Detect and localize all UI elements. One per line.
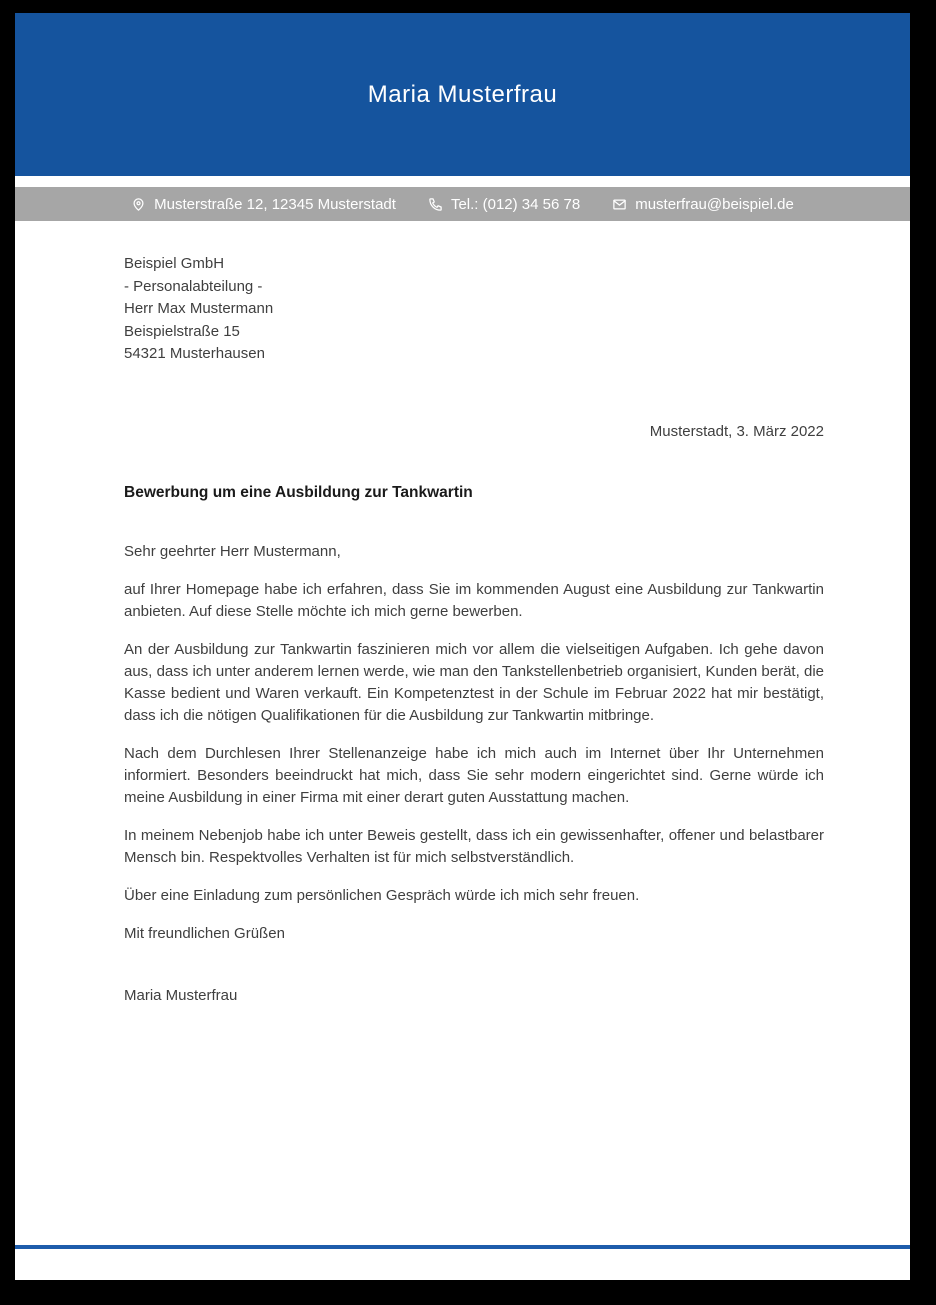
phone-icon	[428, 197, 443, 212]
recipient-address	[124, 253, 824, 366]
envelope-icon	[612, 197, 627, 212]
contact-address-text: Musterstraße 12, 12345 Musterstadt	[154, 195, 396, 213]
recipient-line: Beispiel GmbH	[124, 255, 225, 272]
contact-bar	[15, 187, 910, 221]
page-title: Maria Musterfrau	[367, 80, 558, 108]
recipient-line: Herr Max Mustermann	[124, 300, 274, 317]
paragraph: In meinem Nebenjob habe ich unter Beweis gestellt, dass ich ein gewissenhafter, offener und belastbarer Mensch bin. Respektvolles Verhalten ist für mich selbstverständlich.	[124, 826, 824, 866]
letter-page	[15, 13, 910, 1280]
recipient-line: 54321 Musterhausen	[124, 345, 265, 362]
paragraph: auf Ihrer Homepage habe ich erfahren, dass Sie im kommenden August eine Ausbildung zur Tankwartin anbieten. Auf diese Stelle möchte ich mich gerne bewerben.	[124, 580, 824, 620]
contact-email-text: musterfrau@beispiel.de	[635, 195, 794, 213]
closing: Mit freundlichen Grüßen	[124, 924, 285, 942]
subject-line: Bewerbung um eine Ausbildung zur Tankwartin	[124, 483, 473, 501]
paragraph: Über eine Einladung zum persönlichen Gespräch würde ich mich sehr freuen.	[124, 886, 640, 904]
footer-accent-line	[15, 1245, 910, 1249]
date-line: Musterstadt, 3. März 2022	[649, 422, 824, 440]
recipient-line: - Personalabteilung -	[124, 277, 263, 295]
contact-address	[131, 196, 396, 213]
paragraph: An der Ausbildung zur Tankwartin faszinieren mich vor allem die vielseitigen Aufgaben. Ich gehe davon aus, dass ich unter anderem lernen werde, wie man den Tankstellenbetrieb organisiert, Kunden berät, die Kasse bedient und Waren verkauft. Ein Kompetenztest in der Schule im Februar 2022 hat mir bestätigt, dass ich die nötigen Qualifikationen für die Ausbildung zur Tankwartin mitbringe.	[124, 640, 824, 724]
signature-name: Maria Musterfrau	[124, 986, 238, 1004]
letter-body	[15, 253, 910, 1007]
contact-phone-text: Tel.: (012) 34 56 78	[450, 195, 581, 213]
header-band	[15, 13, 910, 176]
location-pin-icon	[131, 197, 146, 212]
contact-email	[612, 196, 794, 213]
recipient-line: Beispielstraße 15	[124, 322, 240, 340]
contact-phone	[428, 196, 580, 213]
paragraph: Nach dem Durchlesen Ihrer Stellenanzeige habe ich mich auch im Internet über Ihr Unternehmen informiert. Besonders beeindruckt hat mich, dass Sie sehr modern eingerichtet sind. Gerne würde ich meine Ausbildung in einer Firma mit einer derart guten Ausstattung machen.	[124, 744, 824, 806]
salutation: Sehr geehrter Herr Mustermann,	[124, 542, 341, 560]
